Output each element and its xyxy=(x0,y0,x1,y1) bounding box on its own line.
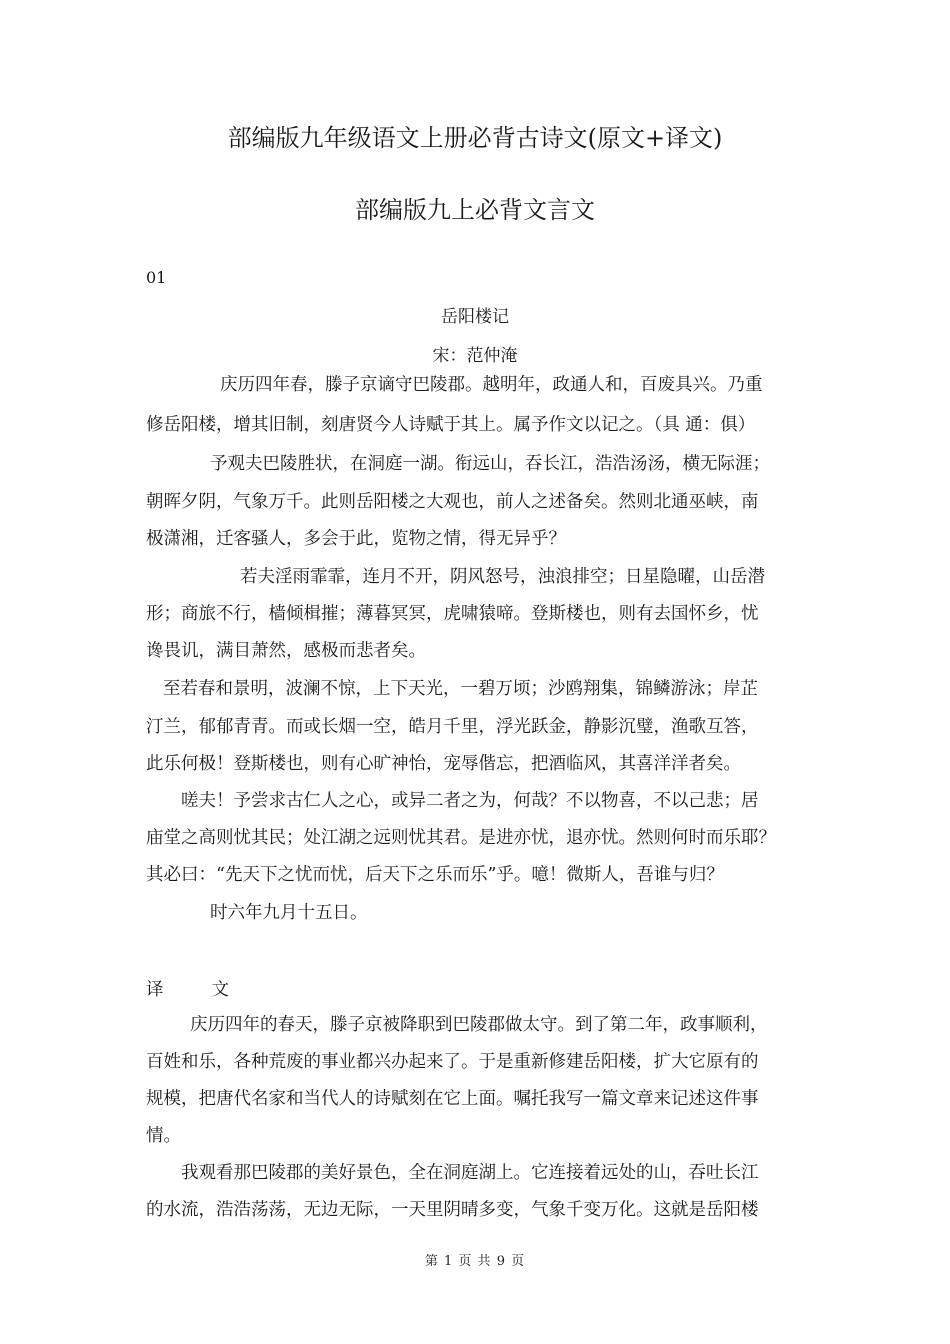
original-line: 形；商旅不行，樯倾楫摧；薄暮冥冥，虎啸猿啼。登斯楼也，则有去国怀乡，忧 xyxy=(146,604,759,624)
original-line: 谗畏讥，满目萧然，感极而悲者矣。 xyxy=(146,641,426,661)
poem-title: 岳阳楼记 xyxy=(441,307,509,327)
original-line: 至若春和景明，波澜不惊，上下天光，一碧万顷；沙鸥翔集，锦鳞游泳；岸芷 xyxy=(163,679,758,699)
translation-label-second: 文 xyxy=(211,980,229,1000)
original-line: 庆历四年春，滕子京谪守巴陵郡。越明年，政通人和，百废具兴。乃重 xyxy=(220,375,763,395)
original-line: 修岳阳楼，增其旧制，刻唐贤今人诗赋于其上。属予作文以记之。（具 通：俱） xyxy=(146,415,756,435)
original-line: 极潇湘，迁客骚人，多会于此，览物之情，得无异乎？ xyxy=(146,529,566,549)
original-line: 其必曰：“先天下之忧而忧，后天下之乐而乐”乎。噫！微斯人，吾谁与归？ xyxy=(146,865,724,885)
section-number: 01 xyxy=(146,268,167,287)
poem-author: 宋：范仲淹 xyxy=(432,346,518,366)
translation-label xyxy=(146,976,229,1001)
translation-line: 百姓和乐，各种荒废的事业都兴办起来了。于是重新修建岳阳楼，扩大它原有的 xyxy=(146,1052,759,1072)
translation-line: 的水流，浩浩荡荡，无边无际，一天里阴晴多变，气象千变万化。这就是岳阳楼 xyxy=(146,1200,759,1220)
original-line: 予观夫巴陵胜状，在洞庭一湖。衔远山，吞长江，浩浩汤汤，横无际涯； xyxy=(210,454,770,474)
translation-line: 庆历四年的春天，滕子京被降职到巴陵郡做太守。到了第二年，政事顺利， xyxy=(190,1015,768,1035)
original-line: 此乐何极！登斯楼也，则有心旷神怡，宠辱偕忘，把酒临风，其喜洋洋者矣。 xyxy=(146,754,741,774)
original-line: 嗟夫！予尝求古仁人之心，或异二者之为，何哉？不以物喜，不以己悲；居 xyxy=(181,791,759,811)
original-line: 庙堂之高则忧其民；处江湖之远则忧其君。是进亦忧，退亦忧。然则何时而乐耶？ xyxy=(146,828,776,848)
translation-line: 规模，把唐代名家和当代人的诗赋刻在它上面。嘱托我写一篇文章来记述这件事 xyxy=(146,1089,759,1109)
original-line: 汀兰，郁郁青青。而或长烟一空，皓月千里，浮光跃金，静影沉璧，渔歌互答， xyxy=(146,717,759,737)
translation-line: 情。 xyxy=(146,1126,181,1146)
document-subtitle: 部编版九上必背文言文 xyxy=(355,196,595,224)
page-footer: 第 1 页 共 9 页 xyxy=(424,1254,526,1269)
translation-label-first: 译 xyxy=(146,980,164,1000)
translation-line: 我观看那巴陵郡的美好景色，全在洞庭湖上。它连接着远处的山，吞吐长江 xyxy=(181,1163,759,1183)
original-line: 朝晖夕阴，气象万千。此则岳阳楼之大观也，前人之述备矣。然则北通巫峡，南 xyxy=(146,492,759,512)
original-line: 时六年九月十五日。 xyxy=(210,903,368,923)
original-line: 若夫淫雨霏霏，连月不开，阴风怒号，浊浪排空；日星隐曜，山岳潜 xyxy=(240,567,765,587)
document-title: 部编版九年级语文上册必背古诗文(原文+译文) xyxy=(227,124,723,152)
